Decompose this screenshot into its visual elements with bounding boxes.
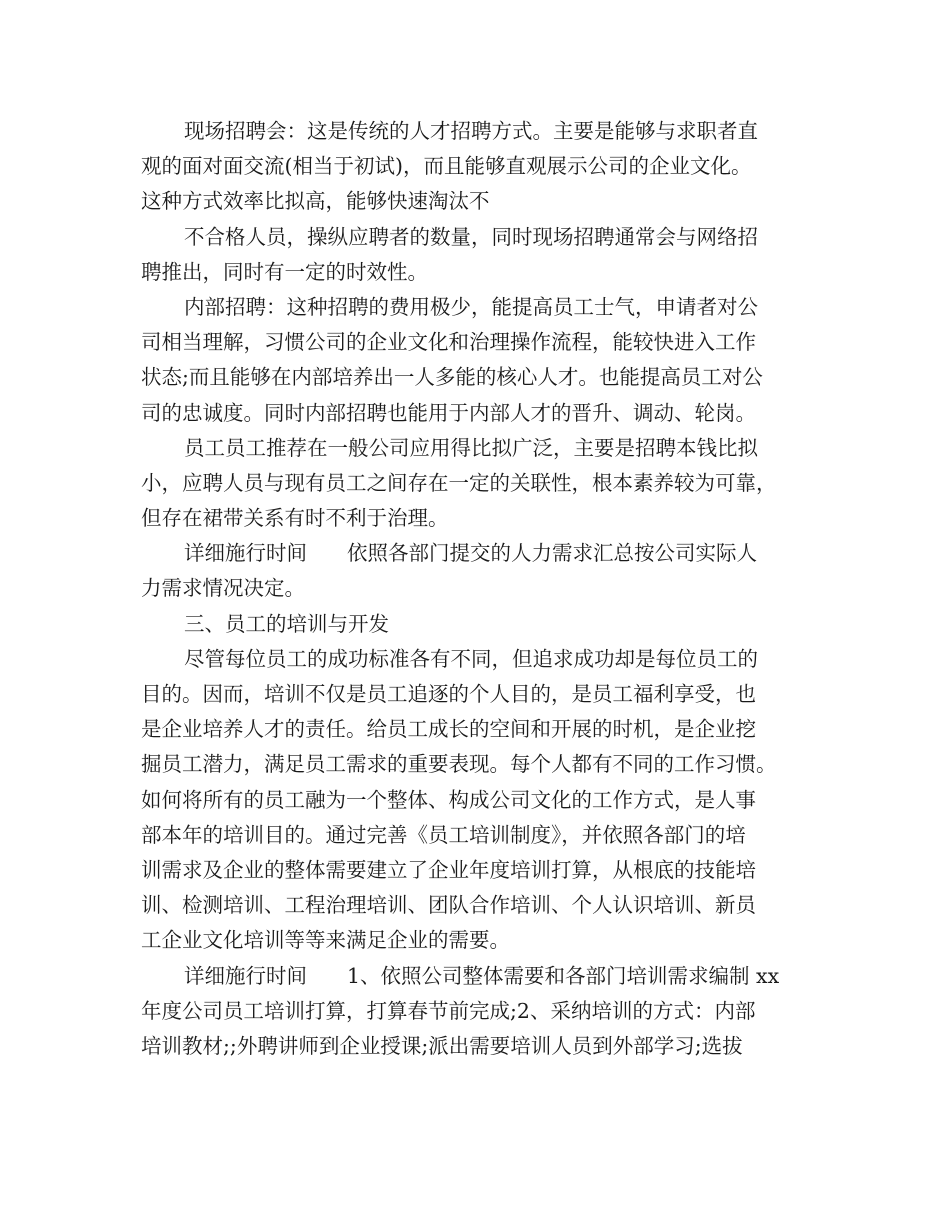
text-line: 力需求情况决定。 <box>141 576 305 601</box>
text-line: 如何将所有的员工融为一个整体、构成公司文化的工作方式，是人事 <box>141 787 756 812</box>
paragraph-schedule-training <box>141 959 821 1065</box>
schedule-label: 详细施行时间 <box>184 963 307 988</box>
schedule-text: 依照各部门提交的人力需求汇总按公司实际人 <box>347 541 757 566</box>
text-line <box>141 536 821 571</box>
text-line: 但存在裙带关系有时不利于治理。 <box>141 506 449 531</box>
text-line: 这种方式效率比拟高，能够快速淘汰不 <box>141 189 490 214</box>
text-line: 司的忠诚度。同时内部招聘也能用于内部人才的晋升、调动、轮岗。 <box>141 400 756 425</box>
text-line: 训、检测培训、工程治理培训、团队合作培训、个人认识培训、新员 <box>141 893 756 918</box>
schedule-label: 详细施行时间 <box>184 541 307 566</box>
paragraph-internal-recruitment <box>141 290 821 431</box>
text-line: 训需求及企业的整体需要建立了企业年度培训打算，从根底的技能培 <box>141 857 756 882</box>
text-line: 年度公司员工培训打算，打算春节前完成;2、采纳培训的方式：内部 <box>141 998 756 1023</box>
text-line: 内部招聘：这种招聘的费用极少，能提高员工士气，申请者对公 <box>184 294 758 319</box>
text-line: 工企业文化培训等等来满足企业的需要。 <box>141 928 510 953</box>
text-line: 尽管每位员工的成功标准各有不同，但追求成功却是每位员工的 <box>184 646 758 671</box>
paragraph-employee-referral <box>141 431 821 537</box>
text-line: 是企业培养人才的责任。给员工成长的空间和开展的时机，是企业挖 <box>141 717 756 742</box>
section-title: 三、员工的培训与开发 <box>184 611 389 636</box>
paragraph-training <box>141 642 821 959</box>
text-line: 状态;而且能够在内部培养出一人多能的核心人才。也能提高员工对公 <box>141 365 763 390</box>
document-body <box>141 114 821 1064</box>
text-line: 观的面对面交流(相当于初试)，而且能够直观展示公司的企业文化。 <box>141 154 752 179</box>
paragraph-onsite-recruitment-cont <box>141 220 821 290</box>
text-line: 司相当理解，习惯公司的企业文化和治理操作流程，能较快进入工作 <box>141 330 756 355</box>
text-line: 聘推出，同时有一定的时效性。 <box>141 259 428 284</box>
text-line: 部本年的培训目的。通过完善《员工培训制度》，并依照各部门的培 <box>141 822 746 847</box>
text-line: 员工员工推荐在一般公司应用得比拟广泛，主要是招聘本钱比拟 <box>184 435 758 460</box>
paragraph-onsite-recruitment <box>141 114 821 220</box>
text-line: 不合格人员，操纵应聘者的数量，同时现场招聘通常会与网络招 <box>184 224 758 249</box>
schedule-text: 1、依照公司整体需要和各部门培训需求编制 xx <box>347 963 780 988</box>
section-heading-training <box>141 607 821 642</box>
text-line: 小，应聘人员与现有员工之间存在一定的关联性，根本素养较为可靠， <box>141 470 777 495</box>
text-line <box>141 959 821 994</box>
paragraph-schedule-recruitment <box>141 536 821 606</box>
text-line: 培训教材;;外聘讲师到企业授课;派出需要培训人员到外部学习;选拔 <box>141 1033 743 1058</box>
text-line: 现场招聘会：这是传统的人才招聘方式。主要是能够与求职者直 <box>184 119 758 143</box>
text-line: 掘员工潜力，满足员工需求的重要表现。每个人都有不同的工作习惯。 <box>141 752 777 777</box>
text-line: 目的。因而，培训不仅是员工追逐的个人目的，是员工福利享受，也 <box>141 682 756 706</box>
